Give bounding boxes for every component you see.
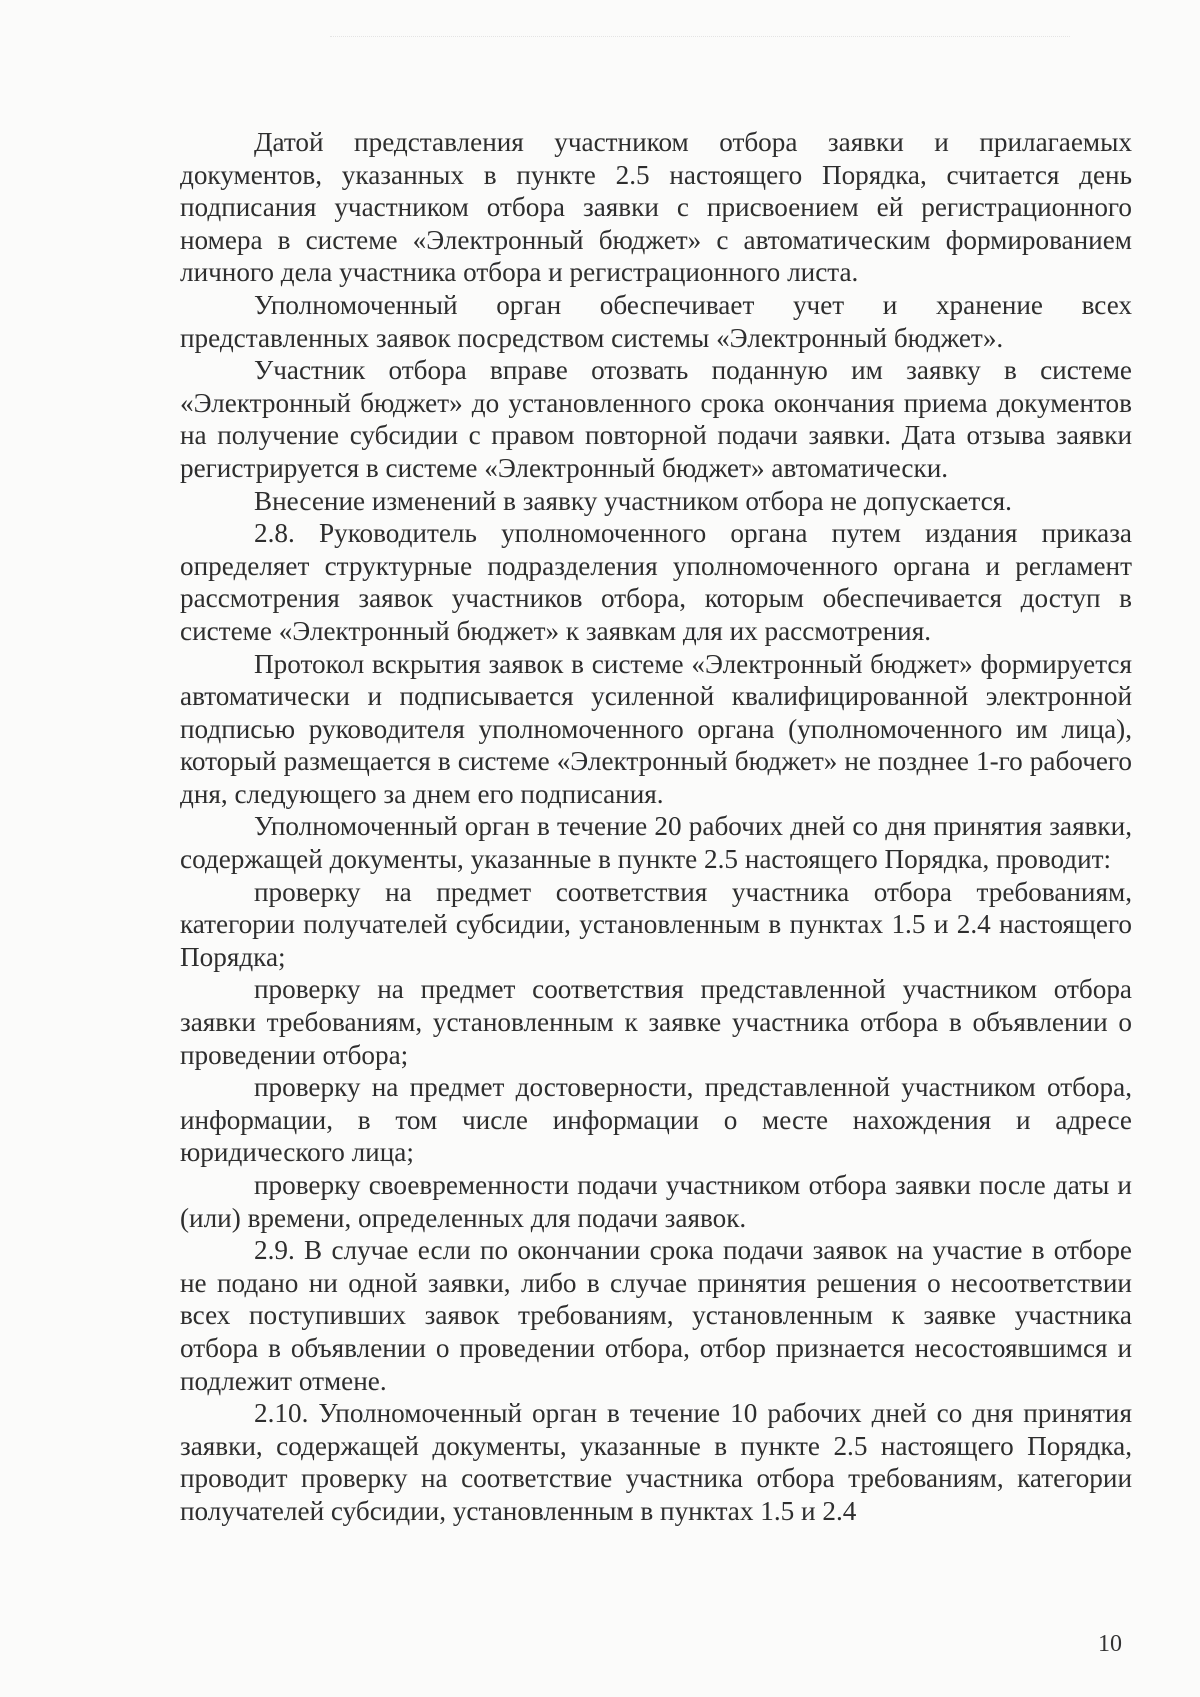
scan-artifact-line bbox=[330, 36, 1070, 38]
paragraph-storage: Уполномоченный орган обеспечивает учет и хранение всех представленных заявок посредством системы «Электронный бюджет». bbox=[180, 289, 1132, 353]
document-body bbox=[180, 126, 1132, 1528]
paragraph-protocol: Протокол вскрытия заявок в системе «Электронный бюджет» формируется автоматически и подписывается усиленной квалифицированной электронной подписью руководителя уполномоченного органа (уполномоченного им лица), который размещается в системе «Электронный бюджет» не позднее 1-го рабочего дня, следующего за днем его подписания. bbox=[180, 648, 1132, 809]
paragraph-2-9: 2.9. В случае если по окончании срока подачи заявок на участие в отборе не подано ни одной заявки, либо в случае принятия решения о несоответствии всех поступивших заявок требованиям, установленным к заявке участника отбора в объявлении о проведении отбора, отбор признается несостоявшимся и подлежит отмене. bbox=[180, 1235, 1132, 1396]
list-item-check-reliability: проверку на предмет достоверности, представленной участником отбора, информации, в том числе информации о месте нахождения и адресе юридического лица; bbox=[180, 1072, 1132, 1168]
paragraph-2-10: 2.10. Уполномоченный орган в течение 10 рабочих дней со дня принятия заявки, содержащей документы, указанные в пункте 2.5 настоящего Порядка, проводит проверку на соответствие участника отбора требованиям, категории получателей субсидии, установленным в пунктах 1.5 и 2.4 bbox=[180, 1398, 1132, 1526]
list-item-check-application: проверку на предмет соответствия представленной участником отбора заявки требованиям, установленным к заявке участника отбора в объявлении о проведении отбора; bbox=[180, 974, 1132, 1070]
paragraph-review-intro: Уполномоченный орган в течение 20 рабочих дней со дня принятия заявки, содержащей документы, указанные в пункте 2.5 настоящего Порядка, проводит: bbox=[180, 811, 1132, 875]
page-number: 10 bbox=[1098, 1631, 1122, 1657]
paragraph-no-changes: Внесение изменений в заявку участником отбора не допускается. bbox=[254, 485, 1012, 516]
list-item-check-category: проверку на предмет соответствия участника отбора требованиям, категории получателей субсидии, установленным в пунктах 1.5 и 2.4 настоящего Порядка; bbox=[180, 876, 1132, 972]
list-item-check-timeliness: проверку своевременности подачи участником отбора заявки после даты и (или) времени, определенных для подачи заявок. bbox=[180, 1170, 1132, 1233]
paragraph-withdrawal: Участник отбора вправе отозвать поданную им заявку в системе «Электронный бюджет» до установленного срока окончания приема документов на получение субсидии с правом повторной подачи заявки. Дата отзыва заявки регистрируется в системе «Электронный бюджет» автоматически. bbox=[180, 355, 1132, 483]
paragraph-2-8: 2.8. Руководитель уполномоченного органа путем издания приказа определяет структурные подразделения уполномоченного органа и регламент рассмотрения заявок участников отбора, которым обеспечивается доступ в системе «Электронный бюджет» к заявкам для их рассмотрения. bbox=[180, 518, 1132, 646]
paragraph-submission-date: Датой представления участником отбора заявки и прилагаемых документов, указанных в пункте 2.5 настоящего Порядка, считается день подписания участником отбора заявки с присвоением ей регистрационного номера в системе «Электронный бюджет» с автоматическим формированием личного дела участника отбора и регистрационного листа. bbox=[180, 127, 1132, 288]
